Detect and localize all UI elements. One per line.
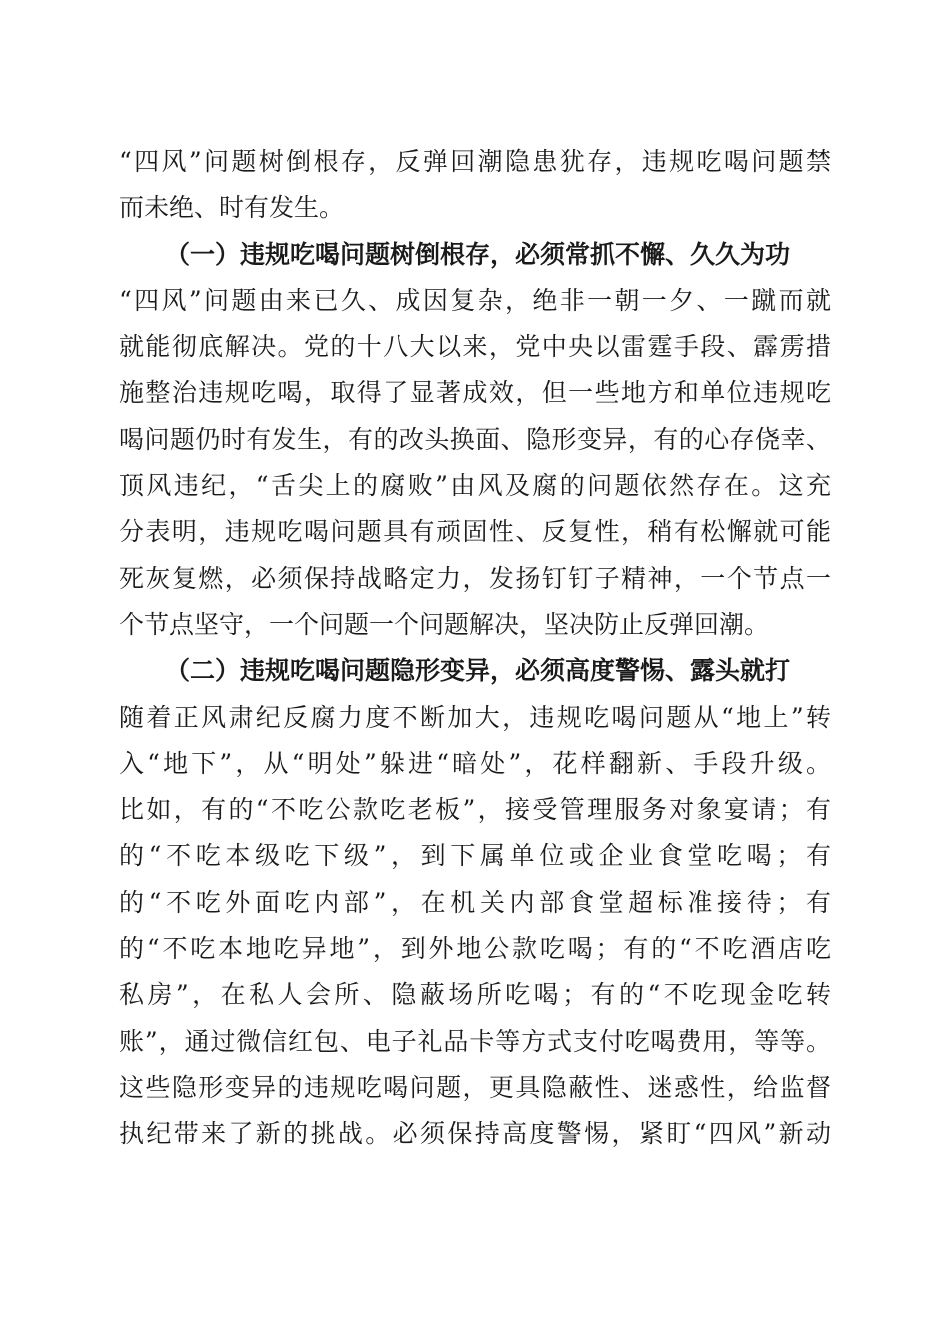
text-line: 的“不吃本地吃异地”，到外地公款吃喝；有的“不吃酒店吃 — [119, 934, 831, 964]
text-line: “四风”问题由来已久、成因复杂，绝非一朝一夕、一蹴而就 — [119, 285, 831, 315]
text-line: 入“地下”，从“明处”躲进“暗处”，花样翻新、手段升级。 — [119, 748, 831, 778]
text-line: 私房”，在私人会所、隐蔽场所吃喝；有的“不吃现金吃转 — [119, 980, 831, 1010]
text-line: 账”，通过微信红包、电子礼品卡等方式支付吃喝费用，等等。 — [119, 1026, 831, 1056]
text-line: 就能彻底解决。党的十八大以来，党中央以雷霆手段、霹雳措 — [119, 332, 831, 362]
text-line: 分表明，违规吃喝问题具有顽固性、反复性，稍有松懈就可能 — [119, 517, 831, 547]
text-line: 执纪带来了新的挑战。必须保持高度警惕，紧盯“四风”新动 — [119, 1119, 831, 1149]
text-line: “四风”问题树倒根存，反弹回潮隐患犹存，违规吃喝问题禁 — [119, 147, 831, 176]
section-heading-1: （一）违规吃喝问题树倒根存，必须常抓不懈、久久为功 — [165, 239, 791, 269]
text-line: 的“不吃外面吃内部”，在机关内部食堂超标准接待；有 — [119, 887, 831, 917]
text-line: 比如，有的“不吃公款吃老板”，接受管理服务对象宴请；有 — [119, 795, 831, 825]
text-line: 施整治违规吃喝，取得了显著成效，但一些地方和单位违规吃 — [119, 378, 831, 408]
text-line: 随着正风肃纪反腐力度不断加大，违规吃喝问题从“地上”转 — [119, 702, 831, 732]
text-line: 死灰复燃，必须保持战略定力，发扬钉钉子精神，一个节点一 — [119, 563, 831, 593]
text-line: 而未绝、时有发生。 — [119, 193, 345, 223]
text-line: 喝问题仍时有发生，有的改头换面、隐形变异，有的心存侥幸、 — [119, 424, 831, 454]
text-line: 顶风违纪，“舌尖上的腐败”由风及腐的问题依然存在。这充 — [119, 471, 831, 501]
body-text — [119, 139, 831, 1158]
text-line: 的“不吃本级吃下级”，到下属单位或企业食堂吃喝；有 — [119, 841, 831, 871]
text-line: 这些隐形变异的违规吃喝问题，更具隐蔽性、迷惑性，给监督 — [119, 1072, 831, 1102]
section-heading-2: （二）违规吃喝问题隐形变异，必须高度警惕、露头就打 — [165, 656, 791, 686]
text-line: 个节点坚守，一个问题一个问题解决，坚决防止反弹回潮。 — [119, 609, 770, 639]
